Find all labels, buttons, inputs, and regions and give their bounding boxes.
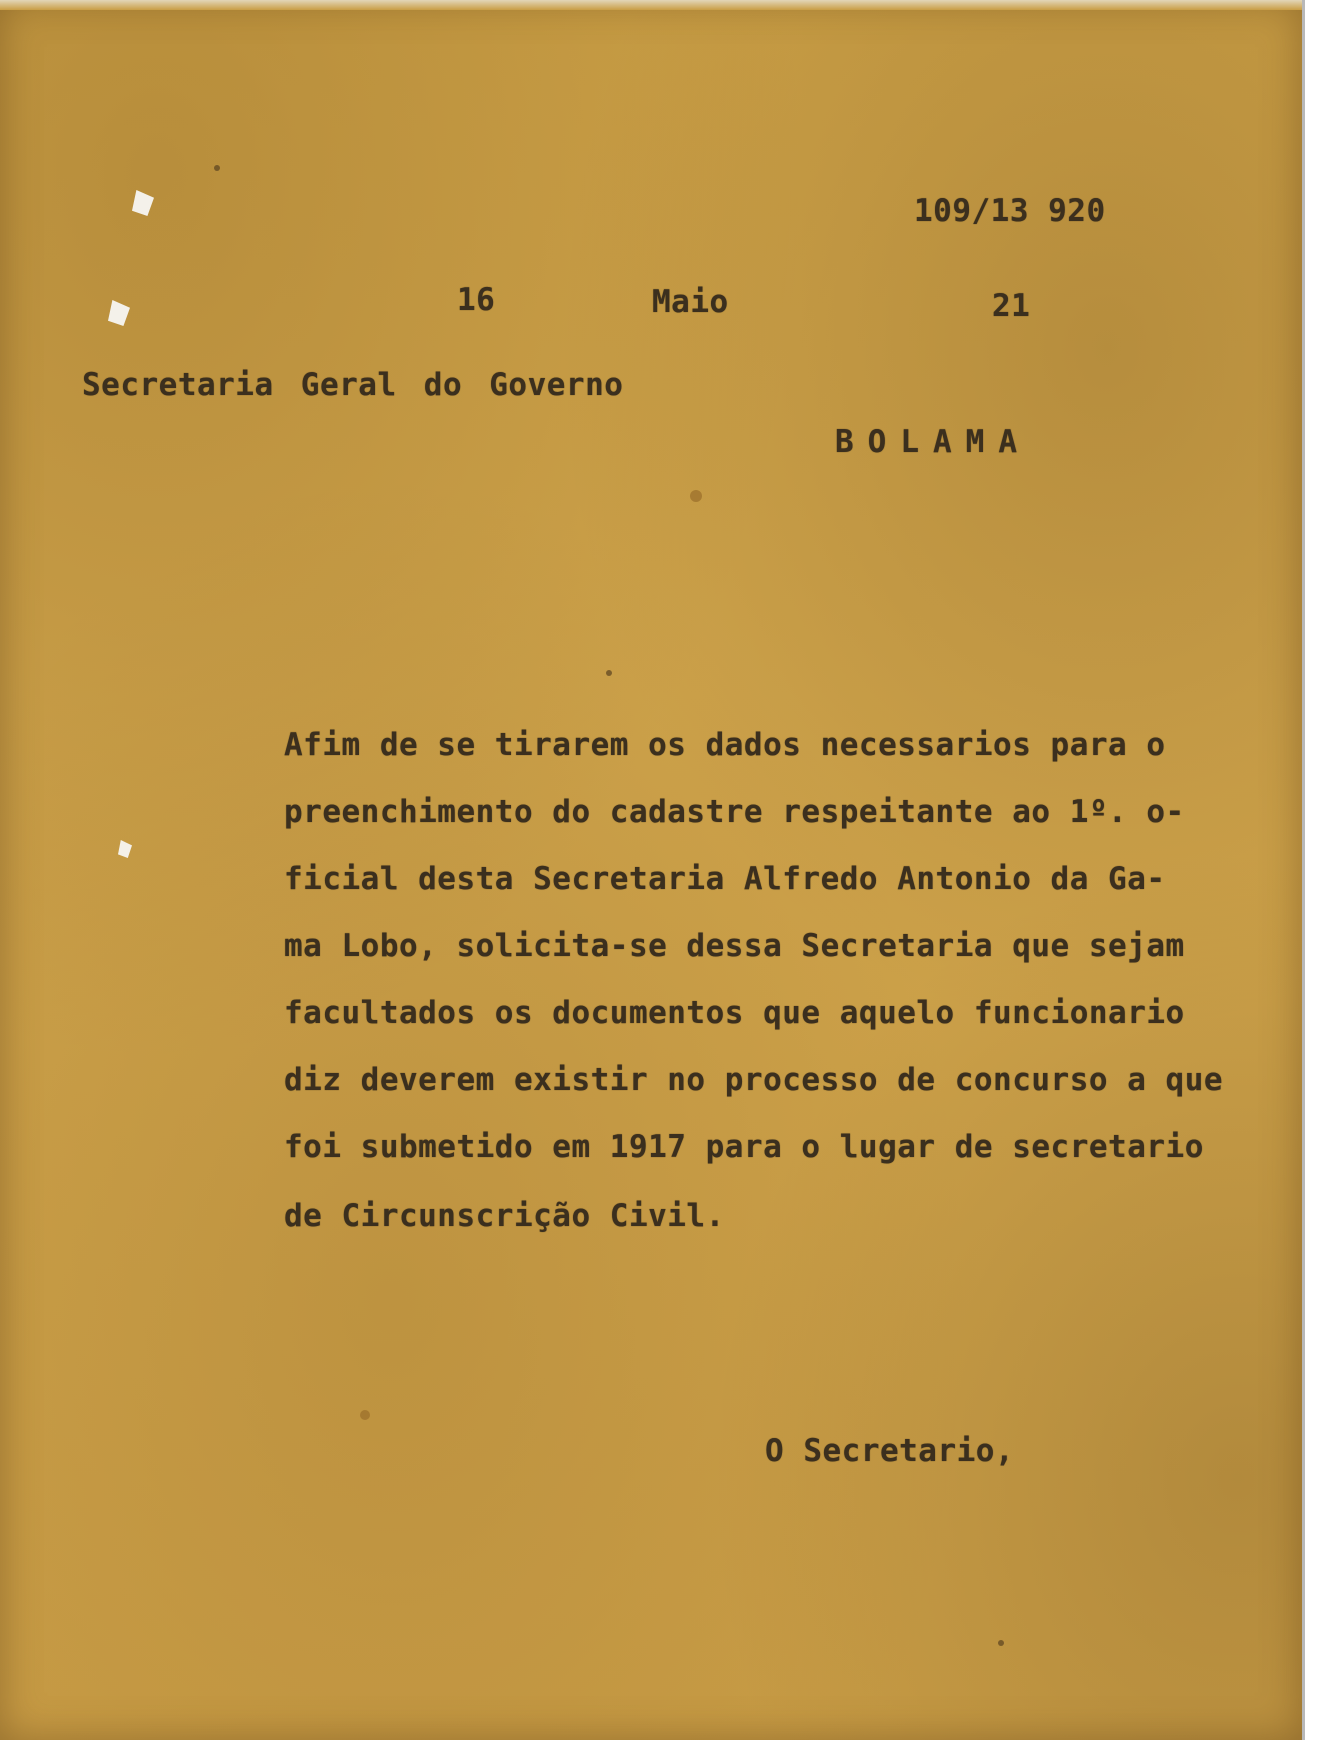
body-line: preenchimento do cadastre respeitante ao 1º. o-	[284, 794, 1185, 830]
body-line: ma Lobo, solicita-se dessa Secretaria que sejam	[284, 928, 1185, 964]
reference-number: 109/13 920	[914, 193, 1106, 229]
date-month: Maio	[652, 284, 729, 320]
ink-spot	[360, 1410, 370, 1420]
body-line: diz deverem existir no processo de concurso a que	[284, 1062, 1224, 1098]
body-line: de Circunscrição Civil.	[284, 1198, 725, 1234]
date-day: 16	[457, 282, 496, 318]
ink-spot	[998, 1640, 1004, 1646]
body-line: foi submetido em 1917 para o lugar de secretario	[284, 1129, 1204, 1165]
punch-hole-middle	[108, 300, 130, 326]
date-year: 21	[992, 288, 1031, 324]
punch-hole-top	[132, 190, 154, 216]
ink-spot	[690, 490, 702, 502]
body-line: ficial desta Secretaria Alfredo Antonio da Ga-	[284, 861, 1166, 897]
signature-line: O Secretario,	[765, 1433, 1015, 1469]
top-edge	[0, 0, 1302, 10]
punch-hole-lower	[118, 840, 132, 858]
place: BOLAMA	[835, 424, 1031, 460]
addressee: Secretaria Geral do Governo	[82, 367, 624, 403]
body-line: facultados os documentos que aquelo funcionario	[284, 995, 1185, 1031]
ink-spot	[214, 165, 220, 171]
ink-spot	[606, 670, 612, 676]
body-line: Afim de se tirarem os dados necessarios para o	[284, 727, 1166, 763]
